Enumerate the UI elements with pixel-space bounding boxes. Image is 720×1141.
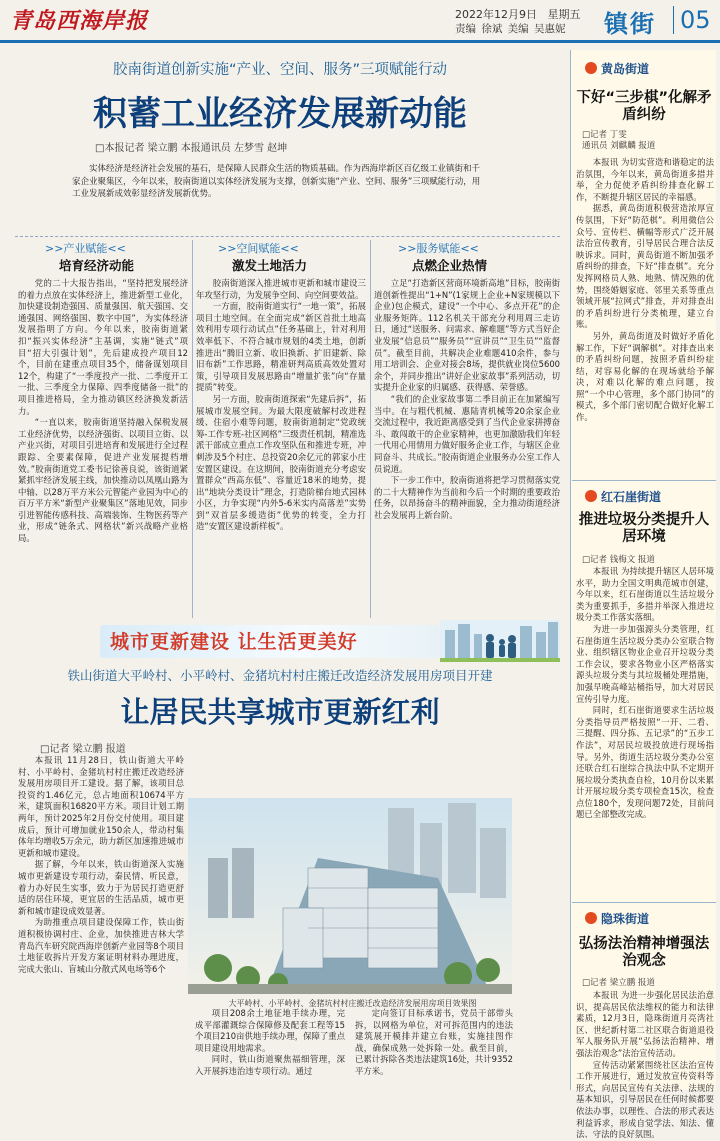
feature-col2-body — [195, 1008, 345, 1092]
sidebar-2-title: 推进垃圾分类提升人居环境 — [578, 512, 710, 545]
col2-tag: >>空间赋能<< — [218, 242, 299, 255]
col1-tag: >>产业赋能<< — [45, 242, 126, 255]
editors-credit: 责编 徐斌 美编 吴惠妮 — [455, 23, 566, 35]
paragraph: 定向签订目标承诺书，党员干部带头拆，以网格为单位，对可拆范围内的违法建筑展开模排并建立台账，实施挂图作战，确保成熟一处拆除一处。截至目前，已累计拆除各类违法建筑16处，共计9352平方米。 — [355, 1008, 513, 1076]
sidebar-2-place: 红石崖街道 — [585, 488, 661, 505]
paragraph: 为进一步加强源头分类管理，红石崖街道生活垃圾分类办公室联合物业、组织辖区物业企业召开垃圾分类工作会议，要求各物业小区严格落实源头垃圾分类与其垃圾桶处理措施，加强早晚高峰站桶指导，加大对居民宣传引导力度。 — [576, 623, 714, 704]
feature-byline: □记者 梁立鹏 报道 — [40, 744, 126, 755]
column-divider — [370, 240, 371, 618]
column-divider — [192, 240, 193, 618]
sidebar-2-byline — [582, 553, 712, 565]
newspaper-logo: 青岛西海岸报 — [10, 8, 149, 34]
masthead — [0, 0, 720, 40]
issue-date: 2022年12月9日 星期五 — [455, 8, 581, 21]
sidebar-divider — [572, 902, 716, 903]
sidebar-3-body — [576, 990, 714, 1140]
col2-header — [218, 240, 338, 274]
byline-line: 通讯员 刘麒麟 报道 — [582, 141, 656, 151]
sidebar-3-title: 弘扬法治精神增强法治观念 — [578, 936, 710, 969]
paragraph: 另外，黄岛街道及时做好矛盾化解工作，下好“调解棋”。对排查出来的矛盾纠纷问题，按照矛盾纠纷症结，对容易化解的在现场就给予解决，对难以化解的难点问题，按照“一个中心管理，多个部门协同”的模式，多个部门密切配合做好化解工作。 — [576, 330, 714, 423]
paragraph: 本报讯 为进一步强化居民法治意识，提高居民依法维权的能力和法律素质，12月3日，隐珠街道月亮湾社区、世纪新村第二社区联合街道退役军人服务队开展“弘扬法治精神、增强法治观念”法治宣传活动。 — [576, 990, 714, 1058]
byline-line: □记者 钱梅文 报道 — [582, 555, 655, 565]
paragraph: 据悉，黄岛街道积极营造浓厚宣传氛围，下好“防范棋”。利用微信公众号、宣传栏、横幅等形式广泛开展法治宣传教育，引导居民合理合法反映诉求。同时，黄岛街道不断加强矛盾纠纷的排查，下好“排查棋”。充分发挥网格员人熟、地熟、情况熟的优势，围绕婚姻家庭、邻里关系等重点领域开展“拉网式”排查，并对排查出的矛盾纠纷进行分类梳理，建立台账。 — [576, 203, 714, 330]
sidebar-divider — [572, 480, 716, 481]
page-number: 05 — [680, 6, 711, 34]
byline-line: □记者 梁立鹏 报道 — [582, 978, 655, 988]
paragraph: 据了解，今年以来，铁山街道深入实施城市更新建设专项行动，秦民情、听民意，着力办好民生实事，致力于为居民打造更舒适的居住环境，更宜居的生活品质，城市更新和城市建设成效显著。 — [18, 859, 184, 916]
paragraph: 下一步工作中，胶南街道将把学习贯彻落实党的二十大精神作为当前和今后一个时期的重要政治任务，以昂扬奋斗的精神面貌，全力推动街道经济社会发展再上新台阶。 — [374, 475, 560, 520]
paragraph: 立足“打造新区营商环境新高地”目标，胶南街道创新性提出“1+N”(1家规上企业+N家规模以下企业)包企模式，建设“一个中心、多点开花”的企业服务矩阵。112名机关干部充分利用周三走访日，通过“送服务、问需求、解难题”等方式当好企业发展“信息员”“服务员”“宣讲员”“卫生员”“监督员”。截至目前，共解决企业难题410余件，参与用工培训会、企业对接会8场，提供就业岗位5600余个，并同步推出“讲好企业家故事”系列活动，切实提升企业家的归属感、获得感、荣誉感。 — [374, 278, 560, 393]
bullet-icon — [585, 490, 597, 502]
photo-caption: 大平岭村、小平岭村、金猪坑村村庄搬迁改造经济发展用房项目效果图 — [228, 999, 477, 1008]
col1-header — [45, 240, 155, 274]
feature-headline: 让居民共享城市更新红利 — [120, 695, 440, 729]
paragraph: 本报讯 为切实营造和谐稳定的法治氛围，今年以来，黄岛街道多措并举，全力促使矛盾纠纷排查化解工作，不断提升辖区居民的幸福感。 — [576, 157, 714, 202]
weekday: 星期五 — [547, 8, 581, 21]
col2-title: 激发土地活力 — [232, 258, 308, 273]
masthead-divider — [673, 6, 674, 34]
paragraph: 同时，红石崖街道要求生活垃圾分类指导员严格按照“一开、二看、三提醒、四分拣、五记录”的“五步工作法”，对居民垃圾投放进行现场指导。另外，街道生活垃圾分类办公室还联合红石崖综合执法中队不定期开展垃圾分类执查自检，10月份以来累计开展垃圾分类专项检查15次，检查点位180个，发现问题72处，目前问题已全部整改完成。 — [576, 705, 714, 820]
paragraph: 另一方面，胶南街道探索“先建后拆”，拓展城市发展空间。为最大限度破解村改进程缓、住宿小难等问题，胶南街道制定“党政统筹-工作专班-社区网格”三级责任机制，精准选派干部成立重点工作攻坚队伍和推进专班，冲刺涉及5个村庄、总投资20余亿元的郭家小庄安置区建设。在这期间，胶南街道充分考虑安置群众“西高东低”、容量近18米的地势，提出“地块分类设计”理念，打造阶梯台地式园林小区，力争实现“内外5-6米实内高落差”实势到“双首层多缓造街”优势的转变，全力打造“安置区建设新样板”。 — [196, 393, 366, 532]
paragraph: “一直以来，胶南街道坚持融入保税发展工业经济优势，以经济强街、以项目立街、以产业兴街，对项目引进培育和发展进行全过程跟踪、全要素保障，促进产业发展提档增效。”胶南街道党工委书记徐善良说，该街道紧紧抓牢经济发展主线，加快推动以凤凰山路为中轴、以28万平方米公元智能产业园为中心的百万平方米“新型产业聚集区”落地见效，同步引进智能传感科技、高端装饰、生物医药等产业，形成“链条式、网格状”新兴战略产业格局。 — [18, 417, 188, 544]
byline-line: □记者 丁雯 — [582, 130, 627, 140]
main-byline: □本报记者 梁立鹏 本报通讯员 左梦雪 赵坤 — [95, 143, 288, 154]
bullet-icon — [585, 912, 597, 924]
col1-title: 培育经济动能 — [59, 258, 135, 273]
paragraph: “我们的企业家故事第二季目前正在加紧编写当中。在与粗代机械、惠陆青机械等20余家企业交流过程中，我近距离感受到了当代企业家拼搏奋斗、敢闯敢干的企业家精神，也更加激励我们年轻一代用心用情用力做好服务企业工作，与辖区企业同奋斗、共成长。”胶南街道企业服务办公室工作人员说道。 — [374, 393, 560, 474]
col2-body — [196, 278, 366, 620]
top-rule — [0, 40, 720, 43]
col3-title: 点燃企业热情 — [412, 258, 488, 273]
col3-header — [398, 240, 518, 274]
paragraph: 本报讯 为持续提升辖区人居环境水平，助力全国文明典范城市创建，今年以来，红石崖街道以生活垃圾分类为重要抓手，多措并举深入推进垃圾分类工作落实落细。 — [576, 566, 714, 623]
col3-tag: >>服务赋能<< — [398, 242, 479, 255]
main-lead: 实体经济是经济社会发展的基石，是保障人民群众生活的物质基础。作为西海岸新区百亿级工业镇街和千家企业聚集区，今年以来，胶南街道以实体经济发展为支撑，创新实施“产业、空间、服务”三项赋能行动，用工业发展新成效彰显经济发展新优势。 — [72, 164, 481, 199]
main-headline: 积蓄工业经济发展新动能 — [93, 94, 467, 134]
sidebar-2-body — [576, 566, 714, 898]
sidebar-1-title: 下好“三步棋”化解矛盾纠纷 — [576, 90, 712, 123]
sidebar-3-place: 隐珠街道 — [585, 910, 649, 927]
banner-family-illustration — [440, 620, 560, 662]
paragraph: 胶南街道深入推进城市更新和城市建设三年攻坚行动，为发展争空间、向空间要效益。 — [196, 278, 366, 300]
sidebar-1-body — [576, 157, 714, 475]
main-kicker: 胶南街道创新实施“产业、空间、服务”三项赋能行动 — [112, 62, 448, 78]
col3-body — [374, 278, 560, 620]
sidebar-1-place: 黄岛街道 — [585, 60, 649, 77]
paragraph: 宣传活动紧紧围绕社区法治宣传工作开展进行，通过发放宣传资料等形式，向居民宣传有关法律、法规的基本知识，引导居民在任何时候都要依法办事，以理性、合法的形式表达利益诉求，形成自觉学法、知法、懂法、守法的良好氛围。 — [576, 1059, 714, 1140]
col1-body — [18, 278, 188, 620]
section-title: 镇街 — [604, 10, 656, 38]
feature-col1-body — [18, 755, 184, 1090]
paragraph: 同时，铁山街道聚焦福细管理，深入开展拆违治违专项行动。通过 — [195, 1054, 345, 1076]
feature-banner-text: 城市更新建设 让生活更美好 — [110, 631, 358, 653]
paragraph: 项目208余土地征地手续办理，完成平部灌溉综合保障修及配套工程等15个项目210亩供地手续办理，保障了重点项目建设用地需求。 — [195, 1008, 345, 1053]
paragraph: 为助推重点项目建设保障工作，铁山街道积极协调村庄、企业，加快推进吉林大学青岛汽车研究院西海岸创新产业园等8个项目土地征收拆片开发方案证明材料办理进度，完成大张山、盲城山分散式风电场等6个 — [18, 917, 184, 974]
sidebar-3-byline — [582, 976, 712, 988]
paragraph: 本报讯 11月28日，铁山街道大平岭村、小平岭村、金猪坑村村庄搬迁改造经济发展用房项目开工建设。据了解，该项目总投资约1.46亿元，总占地面积10674平方米，建筑面积16820平方米。项目计划工期两年，预计2025年2月份交付使用。项目建成后，预计可增加就业150余人，带动村集体年均增收5万余元，助力新区加速推进城市更新和城市建设。 — [18, 755, 184, 858]
bullet-icon — [585, 62, 597, 74]
project-rendering-image — [188, 798, 512, 994]
feature-kicker: 铁山街道大平岭村、小平岭村、金猪坑村村庄搬迁改造经济发展用房项目开建 — [67, 668, 493, 683]
feature-col3-body — [355, 1008, 513, 1092]
paragraph: 党的二十大报告指出，“坚持把发展经济的着力点放在实体经济上，推进新型工业化，加快建设制造强国、质量强国、航天强国、交通强国、网络强国、数字中国”，为实体经济发展指明了方向。今年以来，胶南街道紧扣“振兴实体经济”主基调，实施“链式”项目“招大引强计划”，先后建成投产项目12个，目前在建重点项目35个，储备谋划项目12个，构建了“一季度投产一批、二季度开工一批、三季度全力保障、四季度储备一批”的项目推进格局，全力推动镇区经济换发新活力。 — [18, 278, 188, 416]
sidebar-1-byline — [582, 130, 712, 152]
section-divider — [15, 236, 560, 237]
paragraph: 一方面，胶南街道实行“一地一策”，拓展项目土地空间。在全面完成“新区首批土地高效利用专项行动试点”任务基础上，针对利用效率低下、不符合城市规划的4类土地，创新推进出“腾旧立新、收旧换新、扩旧建新、除旧布新”工作思路，精准研判高质高效处置对策，引导项目发展思路由“增量扩张”向“存量提质”转变。 — [196, 301, 366, 393]
